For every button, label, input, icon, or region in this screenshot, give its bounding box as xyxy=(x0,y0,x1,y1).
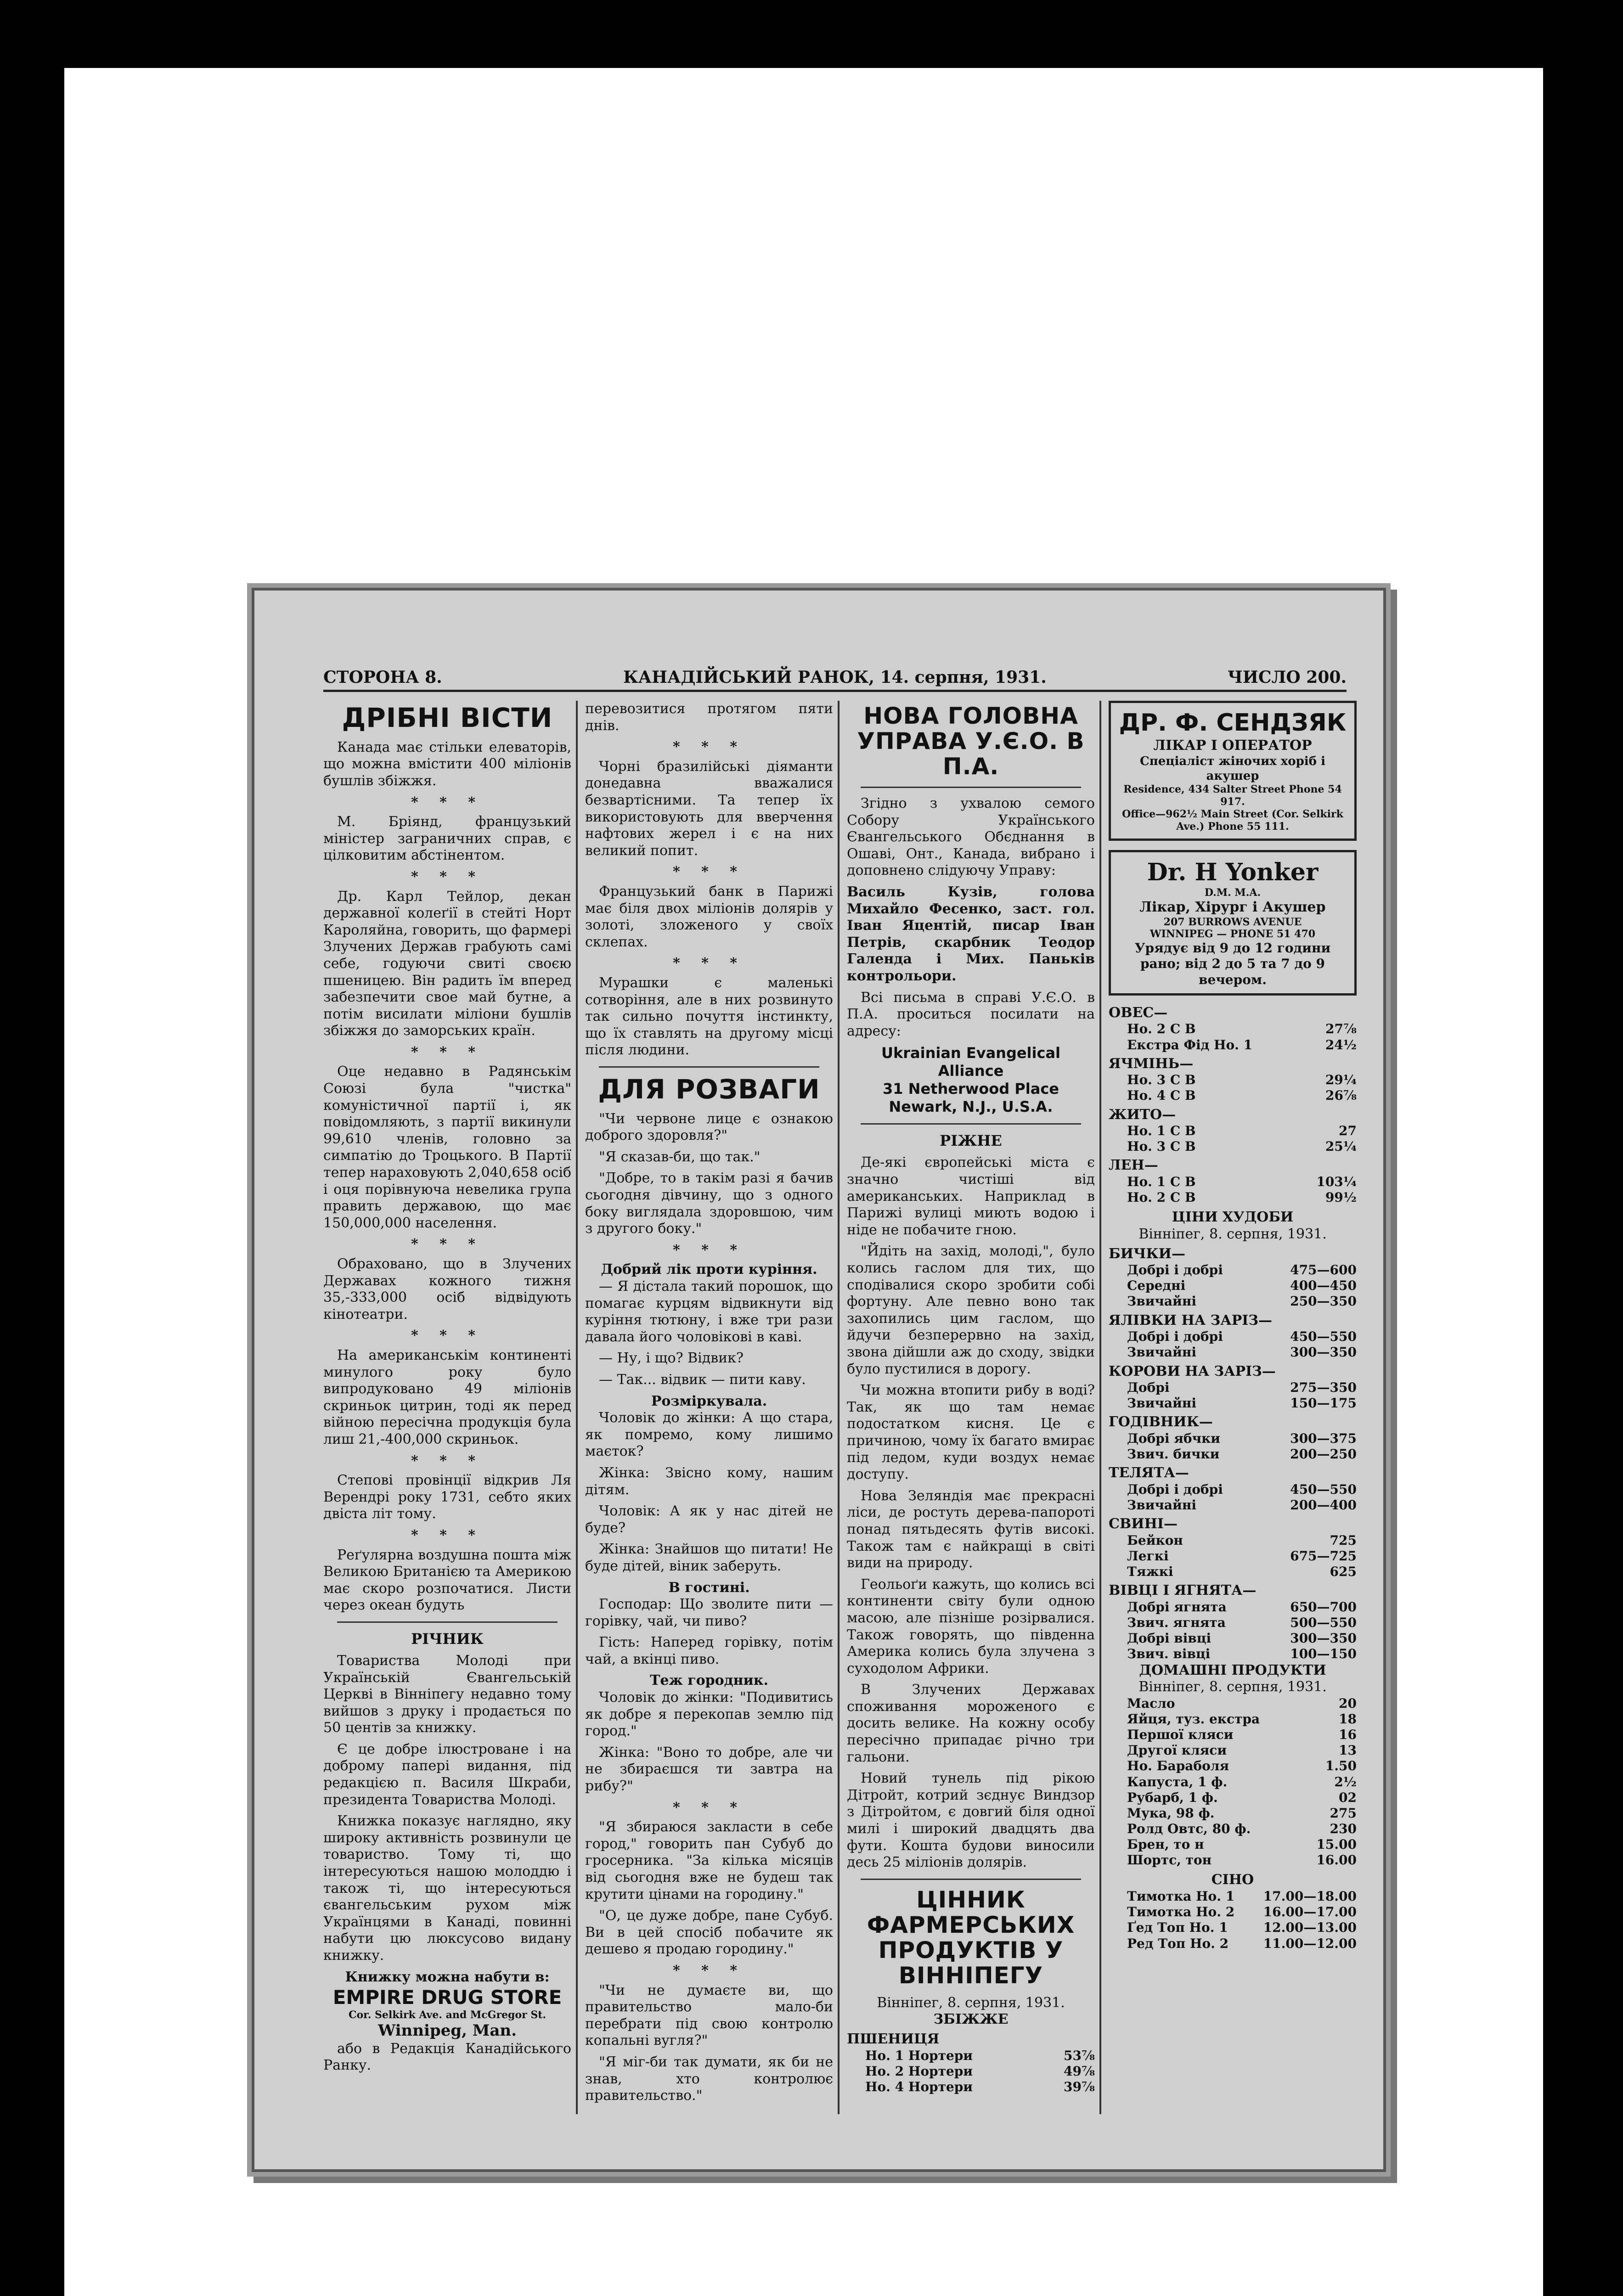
hay-prices xyxy=(1109,1889,1357,1952)
article-paragraph: "Йдіть на захід, молоді,", було колись гаслом для тих, що сподівалися скоро зробити собі фортуну. Але певно воно так захопились цим гаслом, що йдучи безперервно на захід, звона дійшли аж до сходу, звідки було пустилися в дорогу. xyxy=(847,1243,1095,1377)
article-paragraph: — Ну, і що? Відвик? xyxy=(599,1350,744,1367)
article-paragraph: "О, це дуже добре, пане Субуб. Ви в цей спосіб побачите як дешево я продаю городину." xyxy=(585,1908,833,1958)
article-paragraph: Гість: Наперед горівку, потім чай, а вкінці пиво. xyxy=(585,1634,833,1667)
article-paragraph: Чоловік до жінки: "Подивитись як добре я перекопав землю під город." xyxy=(585,1689,833,1739)
price-label: Добрі і добрі xyxy=(1127,1329,1223,1345)
article-paragraph: Згідно з ухвалою семого Собору Українського Євангельського Обєднання в Ошаві, Онт., Канада, вибрано і доповнено слідуючу Управу: xyxy=(847,795,1095,879)
page-number: СТОРОНА 8. xyxy=(323,668,442,687)
dateline: Вінніпег, 8. серпня, 1931. xyxy=(1138,1226,1327,1242)
price-row xyxy=(1109,1727,1357,1743)
price-row xyxy=(1109,1174,1357,1190)
price-value: 27 xyxy=(1339,1123,1357,1139)
article-paragraph: Чоловік: А як у нас дітей не буде? xyxy=(585,1503,833,1536)
article-paragraph: Жінка: Звісно кому, нашим дітям. xyxy=(585,1464,833,1498)
column-1 xyxy=(323,701,571,2114)
price-value: 99½ xyxy=(1325,1190,1357,1205)
price-value: 450—550 xyxy=(1290,1481,1357,1497)
price-value: 12.00—13.00 xyxy=(1263,1920,1357,1936)
price-row xyxy=(1109,1123,1357,1139)
ad-line: ЛІКАР І ОПЕРАТОР xyxy=(1153,737,1312,754)
price-value: 400—450 xyxy=(1290,1278,1357,1294)
price-row xyxy=(1109,1262,1357,1278)
page-header xyxy=(323,659,1347,692)
price-value: 100—150 xyxy=(1290,1646,1357,1662)
price-value: 625 xyxy=(1330,1564,1357,1580)
price-value: 300—375 xyxy=(1290,1431,1357,1446)
price-row xyxy=(1109,1564,1357,1580)
price-label: Бейкон xyxy=(1127,1532,1183,1548)
column-4 xyxy=(1109,701,1357,2114)
article-paragraph: М. Бріянд, французький міністер заграничних справ, є цілковитим абстінентом. xyxy=(323,814,571,864)
doctor-ad-sendziak xyxy=(1109,701,1357,841)
article-paragraph: Всі письма в справі У.Є.О. в П.А. проситься посилати на адресу: xyxy=(847,989,1095,1039)
ad-line: 207 BURROWS AVENUE xyxy=(1163,916,1302,928)
price-group-head: ЯЛІВКИ НА ЗАРІЗ— xyxy=(1109,1312,1272,1328)
price-value: 16 xyxy=(1339,1727,1357,1743)
joke-title: Добрий лік проти куріння. xyxy=(601,1261,817,1278)
price-value: 300—350 xyxy=(1290,1631,1357,1646)
price-row xyxy=(1109,1497,1357,1513)
ad-line: Residence, 434 Salter Street Phone 54 917. xyxy=(1123,783,1342,808)
price-row xyxy=(1109,1711,1357,1727)
article-paragraph: Жінка: Знайшов що питати! Не буде дітей, віник заберуть. xyxy=(585,1541,833,1574)
price-value: 29¼ xyxy=(1325,1072,1357,1088)
article-paragraph: Де-які європейські міста є значно чистіші від американських. Наприклад в Парижі вулиці миють водою і ніде не побачите гною. xyxy=(847,1154,1095,1238)
price-label: Другої кляси xyxy=(1127,1743,1227,1758)
price-value: 15.00 xyxy=(1316,1837,1357,1852)
issue-number: ЧИСЛО 200. xyxy=(1228,668,1347,687)
price-label: Звичайні xyxy=(1127,1396,1196,1411)
price-value: 650—700 xyxy=(1290,1599,1357,1615)
article-paragraph: "Чи червоне лице є ознакою доброго здоровля?" xyxy=(585,1110,833,1144)
officers-list: Василь Кузів, голова Михайло Фесенко, заст. гол. Іван Яцентій, писар Іван Петрів, скарбник Теодор Галенда і Мих. Паньків контрольори. xyxy=(847,884,1095,984)
headline-new-board: НОВА ГОЛОВНА УПРАВА У.Є.О. В П.А. xyxy=(857,703,1085,780)
price-row xyxy=(1109,1294,1357,1309)
price-label: Звичайні xyxy=(1127,1345,1196,1360)
ad-line: Урядує від 9 до 12 години рано; від 2 до 5 та 7 до 9 вечером. xyxy=(1134,940,1331,987)
price-row xyxy=(1109,1821,1357,1837)
price-label: Звич. бички xyxy=(1127,1446,1220,1462)
ad-line: WINNIPEG — PHONE 51 470 xyxy=(1150,928,1316,940)
price-label: Легкі xyxy=(1127,1548,1169,1564)
price-row xyxy=(1109,1904,1357,1920)
price-row xyxy=(1109,1088,1357,1103)
price-group-head: ОВЕС— xyxy=(1109,1004,1168,1021)
joke-title: Теж городник. xyxy=(650,1672,768,1689)
home-prices xyxy=(1109,1696,1357,1868)
price-label: Капуста, 1 ф. xyxy=(1127,1774,1228,1790)
price-value: 1.50 xyxy=(1325,1758,1357,1774)
price-row xyxy=(1109,1533,1357,1548)
price-row xyxy=(1109,1615,1357,1631)
price-label: Добрі xyxy=(1127,1380,1170,1396)
address-line: Ukrainian Evangelical Alliance xyxy=(881,1044,1061,1080)
price-value: 300—350 xyxy=(1290,1345,1357,1360)
price-value: 13 xyxy=(1339,1743,1357,1758)
price-label: Яйця, туз. екстра xyxy=(1127,1711,1260,1727)
price-label: Добрі і добрі xyxy=(1127,1481,1223,1497)
doctor-ad-yonker xyxy=(1109,850,1357,996)
subhead-misc: РІЖНЕ xyxy=(940,1132,1002,1150)
price-label: Звичайні xyxy=(1127,1497,1196,1513)
price-label: Мука, 98 ф. xyxy=(1127,1805,1215,1821)
price-value: 18 xyxy=(1339,1711,1357,1727)
price-value: 675—725 xyxy=(1290,1548,1357,1564)
price-row xyxy=(1109,1431,1357,1446)
price-label: Першої кляси xyxy=(1127,1727,1234,1743)
article-paragraph: "Чи не думаєте ви, що правительство мало-би перебрати під свою контролю копальні вугля?" xyxy=(585,1982,833,2049)
section-rule xyxy=(861,1123,1081,1125)
masthead: КАНАДІЙСЬКИЙ РАНОК, 14. серпня, 1931. xyxy=(623,668,1047,687)
price-value: 275 xyxy=(1330,1805,1357,1821)
ad-name: ДР. Ф. СЕНДЗЯК xyxy=(1119,709,1347,737)
price-value: 150—175 xyxy=(1290,1396,1357,1411)
article-paragraph: Чорні бразилійські діяманти донедавна вважалися безвартісними. Та тепер їх використовують для вверчення нафтових жерел і є на них великий попит. xyxy=(585,758,833,859)
price-value: 103¼ xyxy=(1316,1174,1357,1190)
subhead-yearbook: РІЧНИК xyxy=(411,1630,484,1648)
price-value: 02 xyxy=(1339,1790,1357,1805)
price-value: 500—550 xyxy=(1290,1615,1357,1631)
newspaper-page xyxy=(252,588,1386,2172)
home-title: ДОМАШНІ ПРОДУКТИ xyxy=(1139,1662,1326,1678)
ad-line: D.M. M.A. xyxy=(1204,887,1261,899)
price-value: 16.00—17.00 xyxy=(1263,1904,1357,1920)
grain-prices xyxy=(1109,1005,1357,1206)
price-row xyxy=(1109,1852,1357,1868)
price-label: Середні xyxy=(1127,1278,1186,1294)
article-paragraph: Жінка: "Воно то добре, але чи не збираєшся ти завтра на рибу?" xyxy=(585,1744,833,1795)
price-label: Брен, то н xyxy=(1127,1837,1204,1852)
price-label: Добрі ягнята xyxy=(1127,1599,1227,1615)
article-paragraph: Мурашки є маленькі сотворіння, але в них розвинуто так сильно почуття інстинкту, що їх ставлять на другому місці після людини. xyxy=(585,974,833,1058)
article-paragraph: Є це добре ілюстроване і на доброму папері видання, під редакцією п. Василя Шкраби, президента Товариства Молоді. xyxy=(323,1741,571,1808)
joke-title: В гостині. xyxy=(668,1579,750,1596)
article-paragraph: — Я дістала такий порошок, що помагає курцям відвикнути від куріння тютюну, і вже три рази давала його чоловікові в каві. xyxy=(585,1278,833,1345)
article-paragraph: Книжка показує наглядно, яку широку активність розвинули це товариство. Тому ті, що інтересуються нашою молоддю і також ті, що інтересуються євангельським рухом між Українцями в Канаді, повинні набути цю люксусово видану книжку. xyxy=(323,1813,571,1964)
separator-stars: * * * xyxy=(411,1452,484,1469)
ad-line: Спеціаліст жіночих хоріб і акушер xyxy=(1140,754,1325,783)
separator-stars: * * * xyxy=(411,868,484,885)
price-label: Рубарб, 1 ф. xyxy=(1127,1790,1218,1805)
price-row xyxy=(1109,1345,1357,1360)
separator-stars: * * * xyxy=(673,1962,745,1979)
separator-stars: * * * xyxy=(673,1799,745,1816)
article-paragraph: Французький банк в Парижі має біля двох міліонів долярів у золоті, зложеного у своїх склепах. xyxy=(585,883,833,950)
price-label: Но. 1 С В xyxy=(1127,1174,1196,1190)
price-label: Ґед Топ Но. 1 xyxy=(1127,1920,1228,1936)
price-value: 275—350 xyxy=(1290,1380,1357,1396)
price-row xyxy=(1109,1631,1357,1646)
price-value: 200—250 xyxy=(1290,1446,1357,1462)
section-rule xyxy=(861,787,1081,788)
section-rule xyxy=(861,1879,1081,1880)
ad-line: Office—962½ Main Street (Cor. Selkirk Ave.) Phone 55 111. xyxy=(1122,808,1343,833)
price-value: 230 xyxy=(1330,1821,1357,1836)
wheat-heading: ПШЕНИЦЯ xyxy=(847,2031,940,2047)
price-row xyxy=(1109,1021,1357,1037)
price-row xyxy=(1109,1696,1357,1711)
price-row xyxy=(1109,1646,1357,1662)
price-group-head: ВІВЦІ І ЯГНЯТА— xyxy=(1109,1582,1257,1599)
price-label: Ролд Овтс, 80 ф. xyxy=(1127,1821,1251,1836)
price-row xyxy=(1109,1774,1357,1790)
price-value: 26⅞ xyxy=(1325,1088,1357,1103)
article-paragraph: Оце недавно в Радянськім Союзі була "чистка" комуністичної партії і, як повідомляють, з партії викинули 99,610 членів, головно за симпатію до Троцького. В Партії тепер нараховують 2,040,658 осіб і оця порівнуюча невелика група править державою, що має 150,000,000 населення. xyxy=(323,1064,571,1231)
price-label: Звичайні xyxy=(1127,1294,1196,1309)
price-row xyxy=(1109,1743,1357,1758)
separator-stars: * * * xyxy=(411,1527,484,1543)
dateline: Вінніпег, 8. серпня, 1931. xyxy=(877,1994,1065,2011)
article-paragraph: В Злучених Державах споживання мороженого є досить велике. На кожну особу пересічно припадає річно три гальони. xyxy=(847,1682,1095,1765)
price-row xyxy=(1109,1790,1357,1806)
price-row xyxy=(1109,1758,1357,1774)
price-group-head: ЖИТО— xyxy=(1109,1106,1176,1123)
price-group-head: КОРОВИ НА ЗАРІЗ— xyxy=(1109,1363,1276,1379)
price-label: Но. Бараболя xyxy=(1127,1758,1229,1774)
article-paragraph: "Добре, то в такім разі я бачив сьогодня дівчину, що з одного боку виглядала здоровшою, чим з другого боку." xyxy=(585,1170,833,1237)
article-paragraph: Книжку можна набути в: xyxy=(345,1969,550,1985)
article-paragraph: — Так... відвик — пити каву. xyxy=(599,1371,806,1388)
price-label: Добрі і добрі xyxy=(1127,1262,1223,1278)
price-group-head: ЯЧМІНЬ— xyxy=(1109,1055,1194,1072)
column-rule xyxy=(576,701,578,2114)
article-paragraph: Товариства Молоді при Українській Євангельській Церкві в Вінніпегу недавно тому вийшов з друку і продається по 50 центів за книжку. xyxy=(323,1652,571,1736)
price-group-head: ЛЕН— xyxy=(1109,1157,1158,1174)
article-paragraph: Степові провінції відкрив Ля Верендрі року 1731, себто яких двіста літ тому. xyxy=(323,1472,571,1522)
column-2 xyxy=(585,701,833,2114)
article-paragraph: Др. Карл Тейлор, декан державної колеґії в стейті Норт Кароляйна, говорить, що фармері Злучених Держав грабують самі себе, годуючи свиті своєю пшеницею. Він радить їм вперед забезпечити свое май бутне, а потім висилати міліони бушлів збіжжя до заморських країн. xyxy=(323,888,571,1039)
price-row xyxy=(1109,1190,1357,1205)
separator-stars: * * * xyxy=(411,1328,484,1344)
price-label: Но. 2 С В xyxy=(1127,1021,1196,1037)
address-line: Newark, N.J., U.S.A. xyxy=(889,1098,1053,1116)
price-value: 475—600 xyxy=(1290,1262,1357,1278)
price-row xyxy=(1109,1329,1357,1345)
article-paragraph: "Я збираюся закласти в себе город," говорить пан Субуб до гросерника. "За кілька місяців від сьогодня вже не будеш так крутити цінами на городину." xyxy=(585,1819,833,1902)
price-label: Добрі вівці xyxy=(1127,1631,1212,1646)
price-value: 2½ xyxy=(1334,1774,1357,1790)
price-label: Тимотка Но. 1 xyxy=(1127,1889,1235,1904)
price-value: 11.00—12.00 xyxy=(1263,1936,1357,1951)
column-3 xyxy=(847,701,1095,2114)
article-paragraph: або в Редакція Канадійського Ранку. xyxy=(323,2040,571,2074)
cattle-prices xyxy=(1109,1246,1357,1662)
separator-stars: * * * xyxy=(411,1044,484,1060)
price-value: 250—350 xyxy=(1290,1294,1357,1309)
separator-stars: * * * xyxy=(673,739,745,755)
price-group-head: ТЕЛЯТА— xyxy=(1109,1465,1189,1481)
column-rule xyxy=(1099,701,1101,2114)
price-group-head: ГОДІВНИК— xyxy=(1109,1414,1213,1430)
store-name: EMPIRE DRUG STORE xyxy=(332,1986,562,2009)
price-row xyxy=(1109,1936,1357,1952)
price-label: Но. 3 С В xyxy=(1127,1072,1196,1088)
price-label: Добрі ябчки xyxy=(1127,1431,1221,1446)
cattle-title: ЦІНИ ХУДОБИ xyxy=(1172,1209,1294,1226)
price-row xyxy=(1109,1482,1357,1497)
price-row: Но. 4 Нортери 39⅞ xyxy=(865,2079,1095,2094)
store-address: Cor. Selkirk Ave. and McGregor St. xyxy=(348,2009,547,2021)
grain-heading: ЗБІЖЖЕ xyxy=(933,2011,1009,2028)
price-label: Но. 2 С В xyxy=(1127,1190,1196,1205)
article-paragraph: Реґулярна воздушна пошта між Великою Британією та Америкою має скоро розпочатися. Листи через океан будуть xyxy=(323,1547,571,1614)
headline-news: ДРІБНІ ВІСТИ xyxy=(342,702,553,733)
headline-entertainment: ДЛЯ РОЗВАГИ xyxy=(598,1073,820,1105)
article-paragraph: "Я сказав-би, що так." xyxy=(599,1148,761,1165)
price-row xyxy=(1109,1037,1357,1053)
price-row xyxy=(1109,1548,1357,1564)
article-paragraph: Господар: Що зволите пити — горівку, чай, чи пиво? xyxy=(585,1596,833,1629)
price-label: Но. 1 С В xyxy=(1127,1123,1196,1139)
price-group-head: СВИНІ— xyxy=(1109,1516,1178,1532)
article-paragraph: перевозитися протягом пяти днів. xyxy=(585,701,833,734)
price-value: 200—400 xyxy=(1290,1497,1357,1513)
price-label: Но. 4 С В xyxy=(1127,1088,1196,1103)
separator-stars: * * * xyxy=(411,794,484,810)
price-row xyxy=(1109,1380,1357,1396)
price-row xyxy=(1109,1599,1357,1615)
store-city: Winnipeg, Man. xyxy=(378,2021,517,2040)
section-rule xyxy=(599,1066,819,1068)
price-row xyxy=(1109,1396,1357,1411)
column-rule xyxy=(838,701,840,2114)
price-label: Масло xyxy=(1127,1695,1175,1711)
price-label: Тяжкі xyxy=(1127,1564,1173,1580)
price-row xyxy=(1109,1920,1357,1936)
article-paragraph: Нова Зеляндія має прекрасні ліси, де ростуть дерева-папороті понад пятьдесять футів високі. Також там є найкращі в світі види на природу. xyxy=(847,1487,1095,1571)
price-row xyxy=(1109,1139,1357,1154)
separator-stars: * * * xyxy=(673,1242,745,1258)
address-line: 31 Netherwood Place xyxy=(883,1080,1059,1098)
hay-title: СІНО xyxy=(1211,1872,1254,1888)
price-value: 725 xyxy=(1330,1532,1357,1548)
price-row xyxy=(1109,1889,1357,1904)
ad-line: Лікар, Хірург і Акушер xyxy=(1139,899,1326,916)
article-paragraph: Канада має стільки елеваторів, що можна вмістити 400 міліонів бушлів збіжжя. xyxy=(323,739,571,789)
section-rule xyxy=(337,1621,558,1623)
article-paragraph: Новий тунель під рікою Дітройт, котрий зєднує Виндзор з Дітройтом, є довгий біля одної милі і широкий двадцять два фути. Кошта будови виносили десь 25 міліонів долярів. xyxy=(847,1770,1095,1871)
price-label: Екстра Фід Но. 1 xyxy=(1127,1037,1253,1052)
price-value: 450—550 xyxy=(1290,1329,1357,1345)
price-row xyxy=(1109,1806,1357,1821)
price-value: 27⅞ xyxy=(1325,1021,1357,1037)
joke-title: Розміркувала. xyxy=(651,1393,767,1409)
ad-name: Dr. H Yonker xyxy=(1147,858,1319,886)
separator-stars: * * * xyxy=(673,864,745,880)
separator-stars: * * * xyxy=(673,955,745,972)
article-paragraph: Геольоґи кажуть, що колись всі континенти світу були одною масою, але пізніше розірвалися. Також говорять, що південна Америка колись була злучена з суходолом Африки. xyxy=(847,1576,1095,1677)
price-row xyxy=(1109,1837,1357,1852)
price-label: Звич. ягнята xyxy=(1127,1615,1226,1631)
price-row: Но. 2 Нортери 49⅞ xyxy=(865,2063,1095,2079)
price-value: 25¼ xyxy=(1325,1139,1357,1154)
article-paragraph: Чи можна втопити рибу в воді? Так, як що там немає подостатком кисня. Це є причиною, чому їх багато вмирає під ледом, куди воздух немає доступу. xyxy=(847,1382,1095,1483)
dateline: Вінніпег, 8. серпня, 1931. xyxy=(1138,1679,1327,1695)
price-row xyxy=(1109,1278,1357,1294)
price-row: Но. 1 Нортери 53⅞ xyxy=(865,2048,1095,2063)
price-label: Шортс, тон xyxy=(1127,1852,1212,1868)
price-row xyxy=(1109,1446,1357,1462)
separator-stars: * * * xyxy=(411,1236,484,1253)
price-label: Но. 3 С В xyxy=(1127,1139,1196,1154)
price-label: Звич. вівці xyxy=(1127,1646,1211,1662)
price-label: Тимотка Но. 2 xyxy=(1127,1904,1235,1920)
article-paragraph: "Я міг-би так думати, як би не знав, хто контролює правительство." xyxy=(585,2054,833,2104)
headline-farm-prices: ЦІННИК ФАРМЕРСЬКИХ ПРОДУКТІВ У ВІННІПЕГУ xyxy=(867,1886,1075,1989)
price-value: 24½ xyxy=(1325,1037,1357,1052)
price-value: 17.00—18.00 xyxy=(1263,1889,1357,1904)
article-paragraph: На американськім континенті минулого року було випродуковано 49 міліонів скриньок цитрин, тоді як перед війною пересічна продукція була лиш 21,-400,000 скриньок. xyxy=(323,1347,571,1447)
price-group-head: БИЧКИ— xyxy=(1109,1245,1186,1262)
article-paragraph: Обраховано, що в Злучених Державах кожного тижня 35,-333,000 осіб відвідують кінотеатри. xyxy=(323,1256,571,1322)
price-label: Ред Топ Но. 2 xyxy=(1127,1936,1229,1951)
price-row xyxy=(1109,1072,1357,1088)
article-paragraph: Чоловік до жінки: А що стара, як помремо, кому лишимо маєток? xyxy=(585,1410,833,1460)
price-value: 16.00 xyxy=(1316,1852,1357,1868)
price-value: 20 xyxy=(1339,1695,1357,1711)
